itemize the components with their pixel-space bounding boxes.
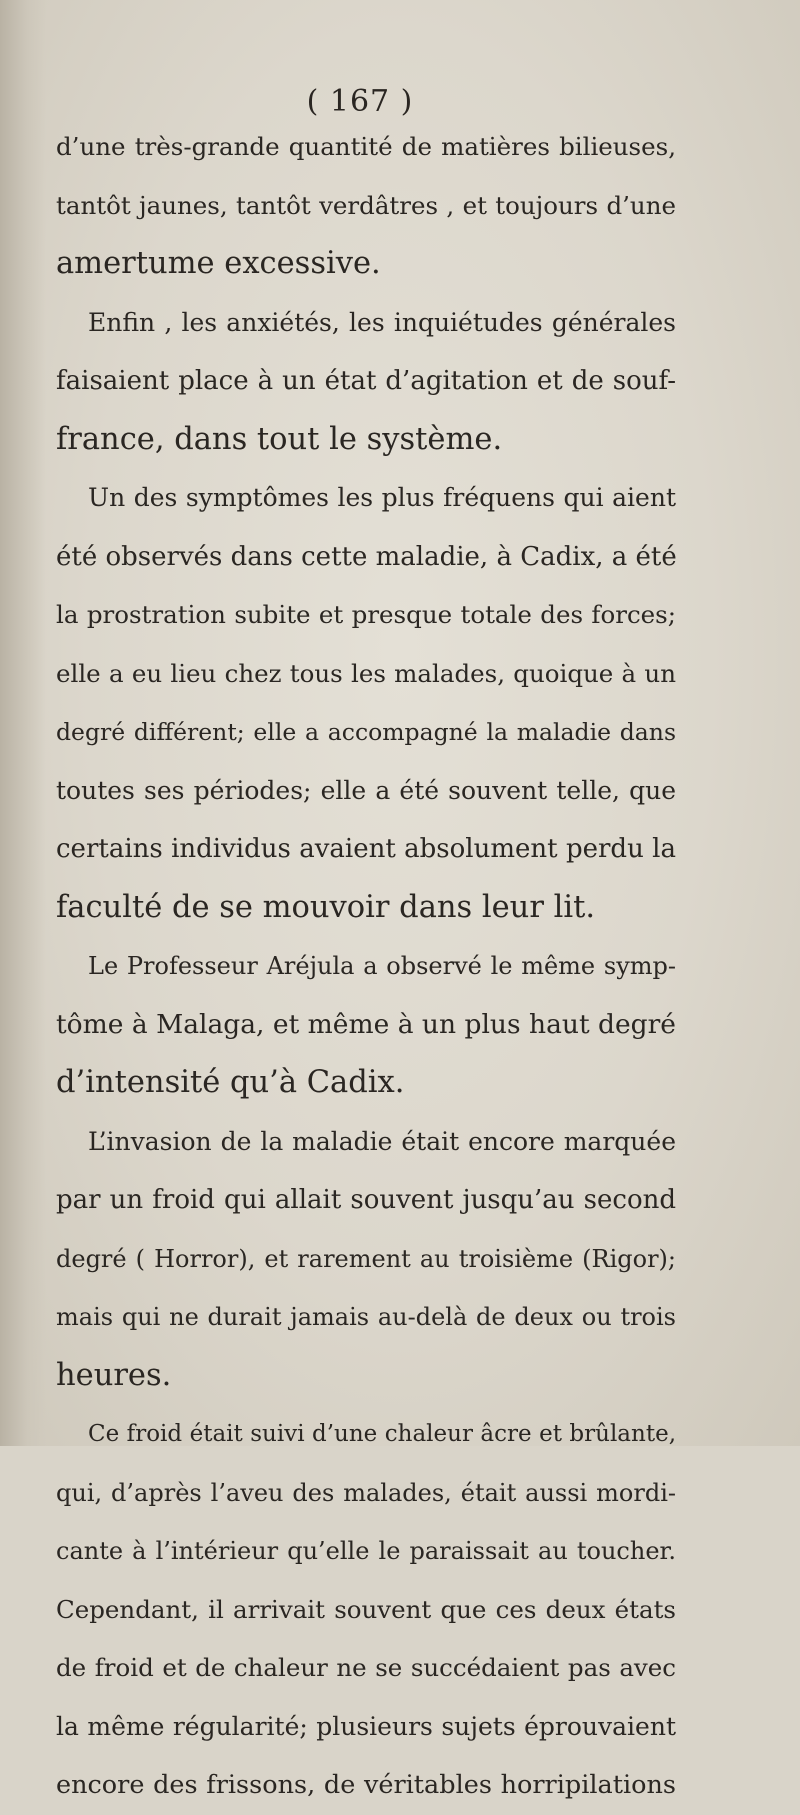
text-line: encore des frissons, de véritables horripilations [56,1770,676,1800]
text-line: la même régularité; plusieurs sujets éprouvaient [56,1711,676,1741]
text-line: Enfin , les anxiétés, les inquiétudes générales [88,307,676,337]
text-line: faisaient place à un état d’agitation et de souf- [56,366,676,396]
text-line: mais qui ne durait jamais au-delà de deux ou trois [56,1303,676,1331]
text-line: france, dans tout le système. [56,421,503,457]
text-line: par un froid qui allait souvent jusqu’au second [56,1185,676,1215]
text-line: L’invasion de la maladie était encore marquée [88,1126,676,1156]
text-line: tôme à Malaga, et même à un plus haut degré [56,1008,676,1040]
text-line: heures. [56,1357,172,1393]
text-line: été observés dans cette maladie, à Cadix, a été [56,541,677,572]
text-line: amertume excessive. [56,246,381,281]
text-line: d’intensité qu’à Cadix. [56,1065,405,1100]
text-line: degré ( Horror), et rarement au troisième (Rigor); [56,1244,676,1273]
text-line: certains individus avaient absolument perdu la [56,834,676,864]
text-line: degré différent; elle a accompagné la maladie dans [56,718,676,746]
text-line: tantôt jaunes, tantôt verdâtres , et toujours d’une [56,190,676,220]
text-line: la prostration subite et presque totale des forces; [56,600,676,629]
body-text [56,118,676,1815]
text-line: d’une très-grande quantité de matières bilieuses, [56,132,676,161]
text-line: de froid et de chaleur ne se succédaient pas avec [56,1653,676,1682]
page-number: ( 167 ) [306,84,414,119]
text-line: cante à l’intérieur qu’elle le paraissait au toucher. [56,1537,676,1565]
text-line: Cependant, il arrivait souvent que ces deux états [56,1594,676,1624]
page-edge-shadow [0,0,46,1446]
text-line: Le Professeur Aréjula a observé le même symp- [88,952,676,980]
text-line: elle a eu lieu chez tous les malades, quoique à un [56,658,676,688]
text-line: Un des symptômes les plus fréquens qui aient [88,483,676,512]
text-line: Ce froid était suivi d’une chaleur âcre et brûlante, [88,1421,676,1447]
text-line: qui, d’après l’aveu des malades, était aussi mordi- [56,1478,676,1507]
text-line: toutes ses périodes; elle a été souvent telle, que [56,775,676,805]
text-line: faculté de se mouvoir dans leur lit. [56,889,596,925]
